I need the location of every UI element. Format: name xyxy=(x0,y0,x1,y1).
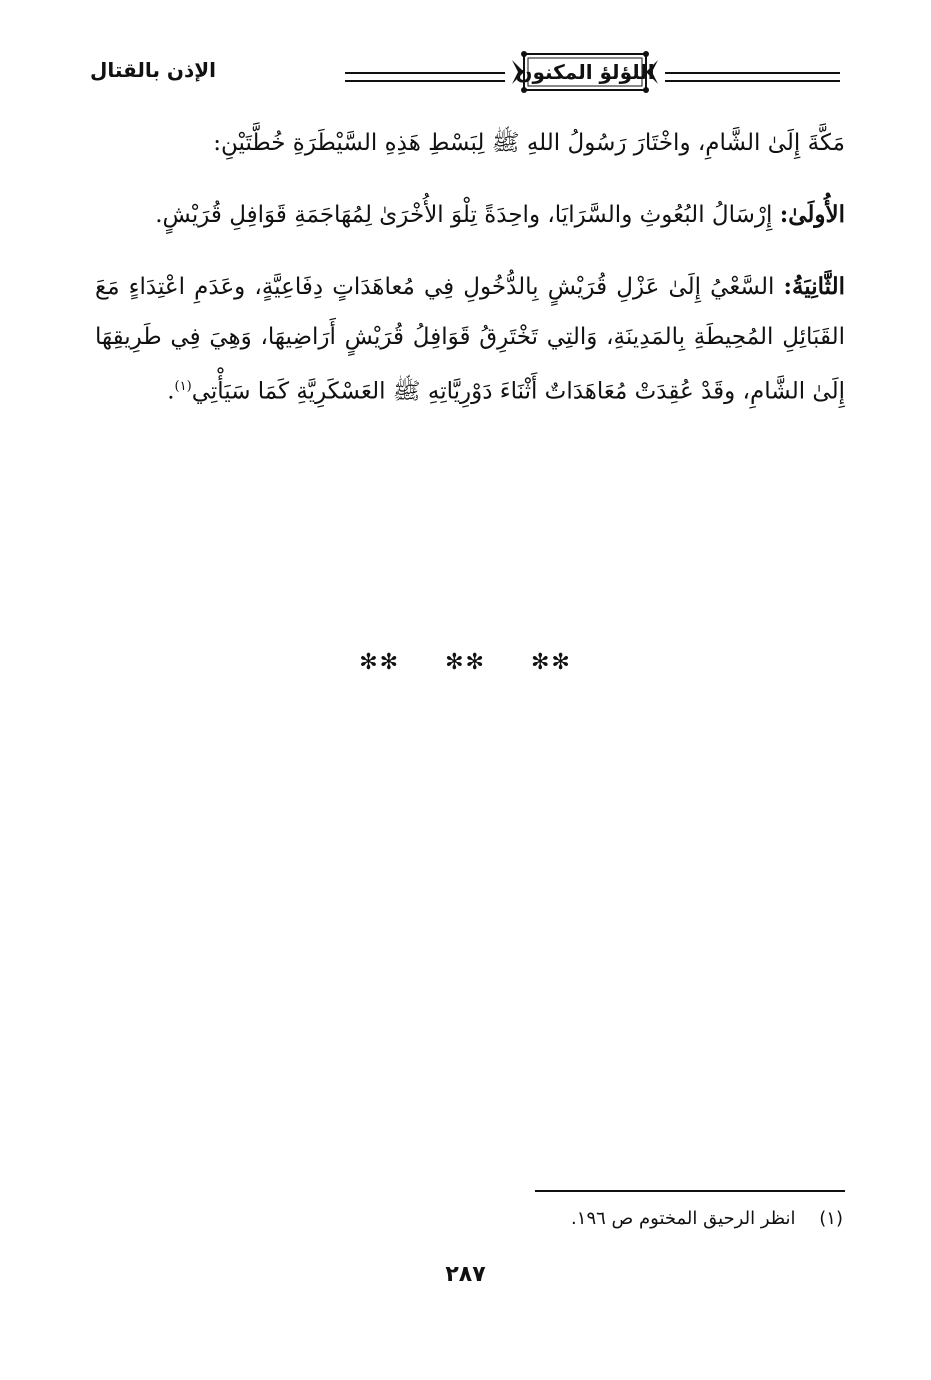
running-title: الإذن بالقتال xyxy=(90,58,216,82)
footnote xyxy=(423,1208,843,1229)
page-header xyxy=(90,40,850,110)
paragraph-first-plan xyxy=(95,190,845,240)
second-plan-lead: الثَّانِيَةُ: xyxy=(783,273,845,300)
header-rule-right xyxy=(665,72,840,82)
header-rule-left xyxy=(345,72,505,82)
paragraph-second-plan xyxy=(95,262,845,417)
section-separator xyxy=(0,650,931,675)
footnote-marker: (١) xyxy=(819,1208,843,1229)
paragraph-intro-text: مَكَّةَ إِلَىٰ الشَّامِ، واخْتَارَ رَسُولُ اللهِ ﷺ لِبَسْطِ هَذِهِ السَّيْطَرَةِ خُطَّتَيْنِ: xyxy=(213,130,845,156)
book-title-cartouche xyxy=(510,48,660,96)
book-title: اللؤلؤ المكنون xyxy=(515,60,655,84)
paragraph-intro xyxy=(95,118,845,168)
second-plan-text: السَّعْيُ إِلَىٰ عَزْلِ قُرَيْشٍ بِالدُّخُولِ فِي مُعاهَدَاتٍ دِفَاعِيَّةٍ، وعَدَمِ اعْتِدَاءٍ مَعَ القَبَائِلِ المُحِيطَةِ بِالمَدِينَةِ، وَالتِي تَخْتَرِقُ قَوَافِلُ قُرَيْشٍ أَرَاضِيهَا، وَهِيَ فِي طَرِيقِهَا إِلَىٰ الشَّامِ، وقَدْ عُقِدَتْ مُعَاهَدَاتٌ أَثْنَاءَ دَوْرِيَّاتِهِ ﷺ العَسْكَرِيَّةِ كَمَا سَيَأْتِي xyxy=(95,274,845,405)
asterism-icon: ✻✻ xyxy=(359,650,401,675)
footnote-rule xyxy=(535,1190,845,1192)
asterism-icon: ✻✻ xyxy=(530,650,572,675)
second-plan-end: . xyxy=(167,378,175,405)
first-plan-lead: الأُولَىٰ: xyxy=(779,201,845,228)
footnote-text: انظر الرحيق المختوم ص ١٩٦. xyxy=(571,1208,796,1229)
first-plan-text: إِرْسَالُ البُعُوثِ والسَّرَايَا، واحِدَةً تِلْوَ الأُخْرَىٰ لِمُهَاجَمَةِ قَوَافِلِ قُرَيْشٍ. xyxy=(155,202,780,228)
main-text xyxy=(95,118,845,417)
asterism-icon: ✻✻ xyxy=(445,650,486,675)
footnote-reference[interactable]: (١) xyxy=(174,379,192,394)
page-number: ٢٨٧ xyxy=(445,1262,486,1287)
